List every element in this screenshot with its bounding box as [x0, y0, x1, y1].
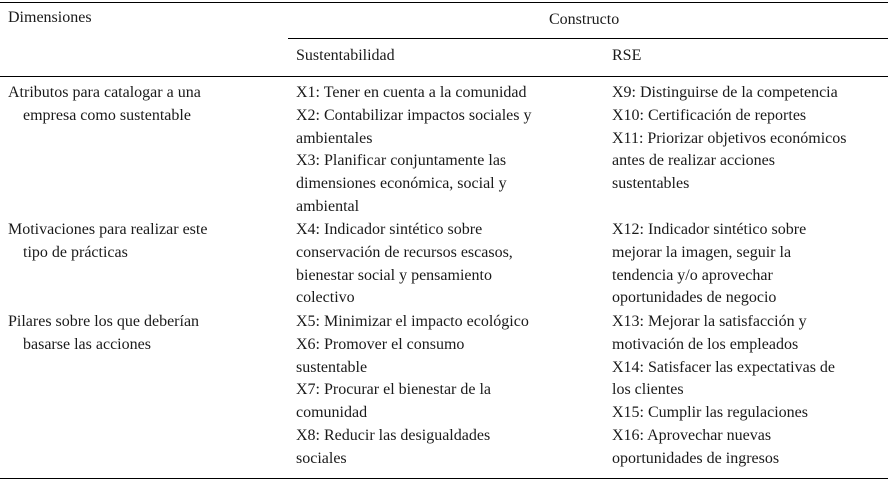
- header-dimensiones: Dimensiones: [8, 9, 92, 26]
- header-sustentabilidad: Sustentabilidad: [296, 47, 395, 64]
- item-line: X5: Minimizar el impacto ecológico: [296, 313, 529, 330]
- item-line: colectivo: [296, 289, 355, 307]
- table-row-2-sustentabilidad: [296, 219, 513, 310]
- item-line: X12: Indicador sintético sobre: [612, 221, 807, 238]
- bottom-rule: [0, 478, 888, 479]
- table-row-3-sustentabilidad: [296, 311, 529, 471]
- table-row-1-rse: [612, 82, 846, 196]
- constructo-sub-rule: [288, 38, 888, 39]
- item-line: X2: Contabilizar impactos sociales y: [296, 106, 532, 124]
- item-line: X15: Cumplir las regulaciones: [612, 404, 808, 422]
- item-line: X16: Aprovechar nuevas: [612, 426, 772, 444]
- item-line: X6: Promover el consumo: [296, 335, 465, 353]
- item-line: sustentable: [296, 358, 368, 376]
- item-line: X10: Certificación de reportes: [612, 106, 807, 124]
- header-rse: RSE: [612, 47, 642, 64]
- header-constructo: Constructo: [549, 11, 620, 28]
- item-line: comunidad: [296, 404, 368, 422]
- header-bottom-rule: [0, 76, 888, 77]
- top-rule: [0, 2, 888, 3]
- item-line: ambiental: [296, 197, 360, 215]
- item-line: motivación de los empleados: [612, 335, 799, 353]
- dimension-line: Pilares sobre los que deberían: [8, 313, 200, 330]
- item-line: oportunidades de ingresos: [612, 449, 780, 467]
- item-line: mejorar la imagen, seguir la: [612, 243, 792, 261]
- item-line: X14: Satisfacer las expectativas de: [612, 358, 836, 376]
- table-row-2-rse: [612, 219, 806, 310]
- item-line: dimensiones económica, social y: [296, 175, 507, 193]
- dimension-line: basarse las acciones: [23, 335, 151, 353]
- item-line: X13: Mejorar la satisfacción y: [612, 313, 807, 330]
- dimension-line: tipo de prácticas: [23, 243, 128, 261]
- dimension-line: Atributos para catalogar a una: [8, 84, 201, 101]
- item-line: X11: Priorizar objetivos económicos: [612, 129, 847, 147]
- item-line: ambientales: [296, 129, 373, 147]
- item-line: oportunidades de negocio: [612, 289, 777, 307]
- item-line: conservación de recursos escasos,: [296, 243, 513, 261]
- table-row-3-dimension: [8, 311, 199, 357]
- dimension-line: Motivaciones para realizar este: [8, 221, 208, 238]
- item-line: bienestar social y pensamiento: [296, 266, 492, 284]
- item-line: tendencia y/o aprovechar: [612, 266, 773, 284]
- item-line: sociales: [296, 449, 347, 467]
- item-line: X9: Distinguirse de la competencia: [612, 84, 838, 101]
- table-row-2-dimension: [8, 219, 207, 265]
- table-row-3-rse: [612, 311, 835, 471]
- table-row-1-dimension: [8, 82, 201, 128]
- table-row-1-sustentabilidad: [296, 82, 532, 219]
- item-line: sustentables: [612, 175, 690, 193]
- item-line: X4: Indicador sintético sobre: [296, 221, 483, 238]
- dimension-line: empresa como sustentable: [23, 106, 191, 124]
- item-line: X1: Tener en cuenta a la comunidad: [296, 84, 527, 101]
- item-line: X8: Reducir las desigualdades: [296, 426, 491, 444]
- item-line: los clientes: [612, 381, 684, 399]
- item-line: X7: Procurar el bienestar de la: [296, 381, 492, 399]
- item-line: antes de realizar acciones: [612, 152, 776, 170]
- item-line: X3: Planificar conjuntamente las: [296, 152, 507, 170]
